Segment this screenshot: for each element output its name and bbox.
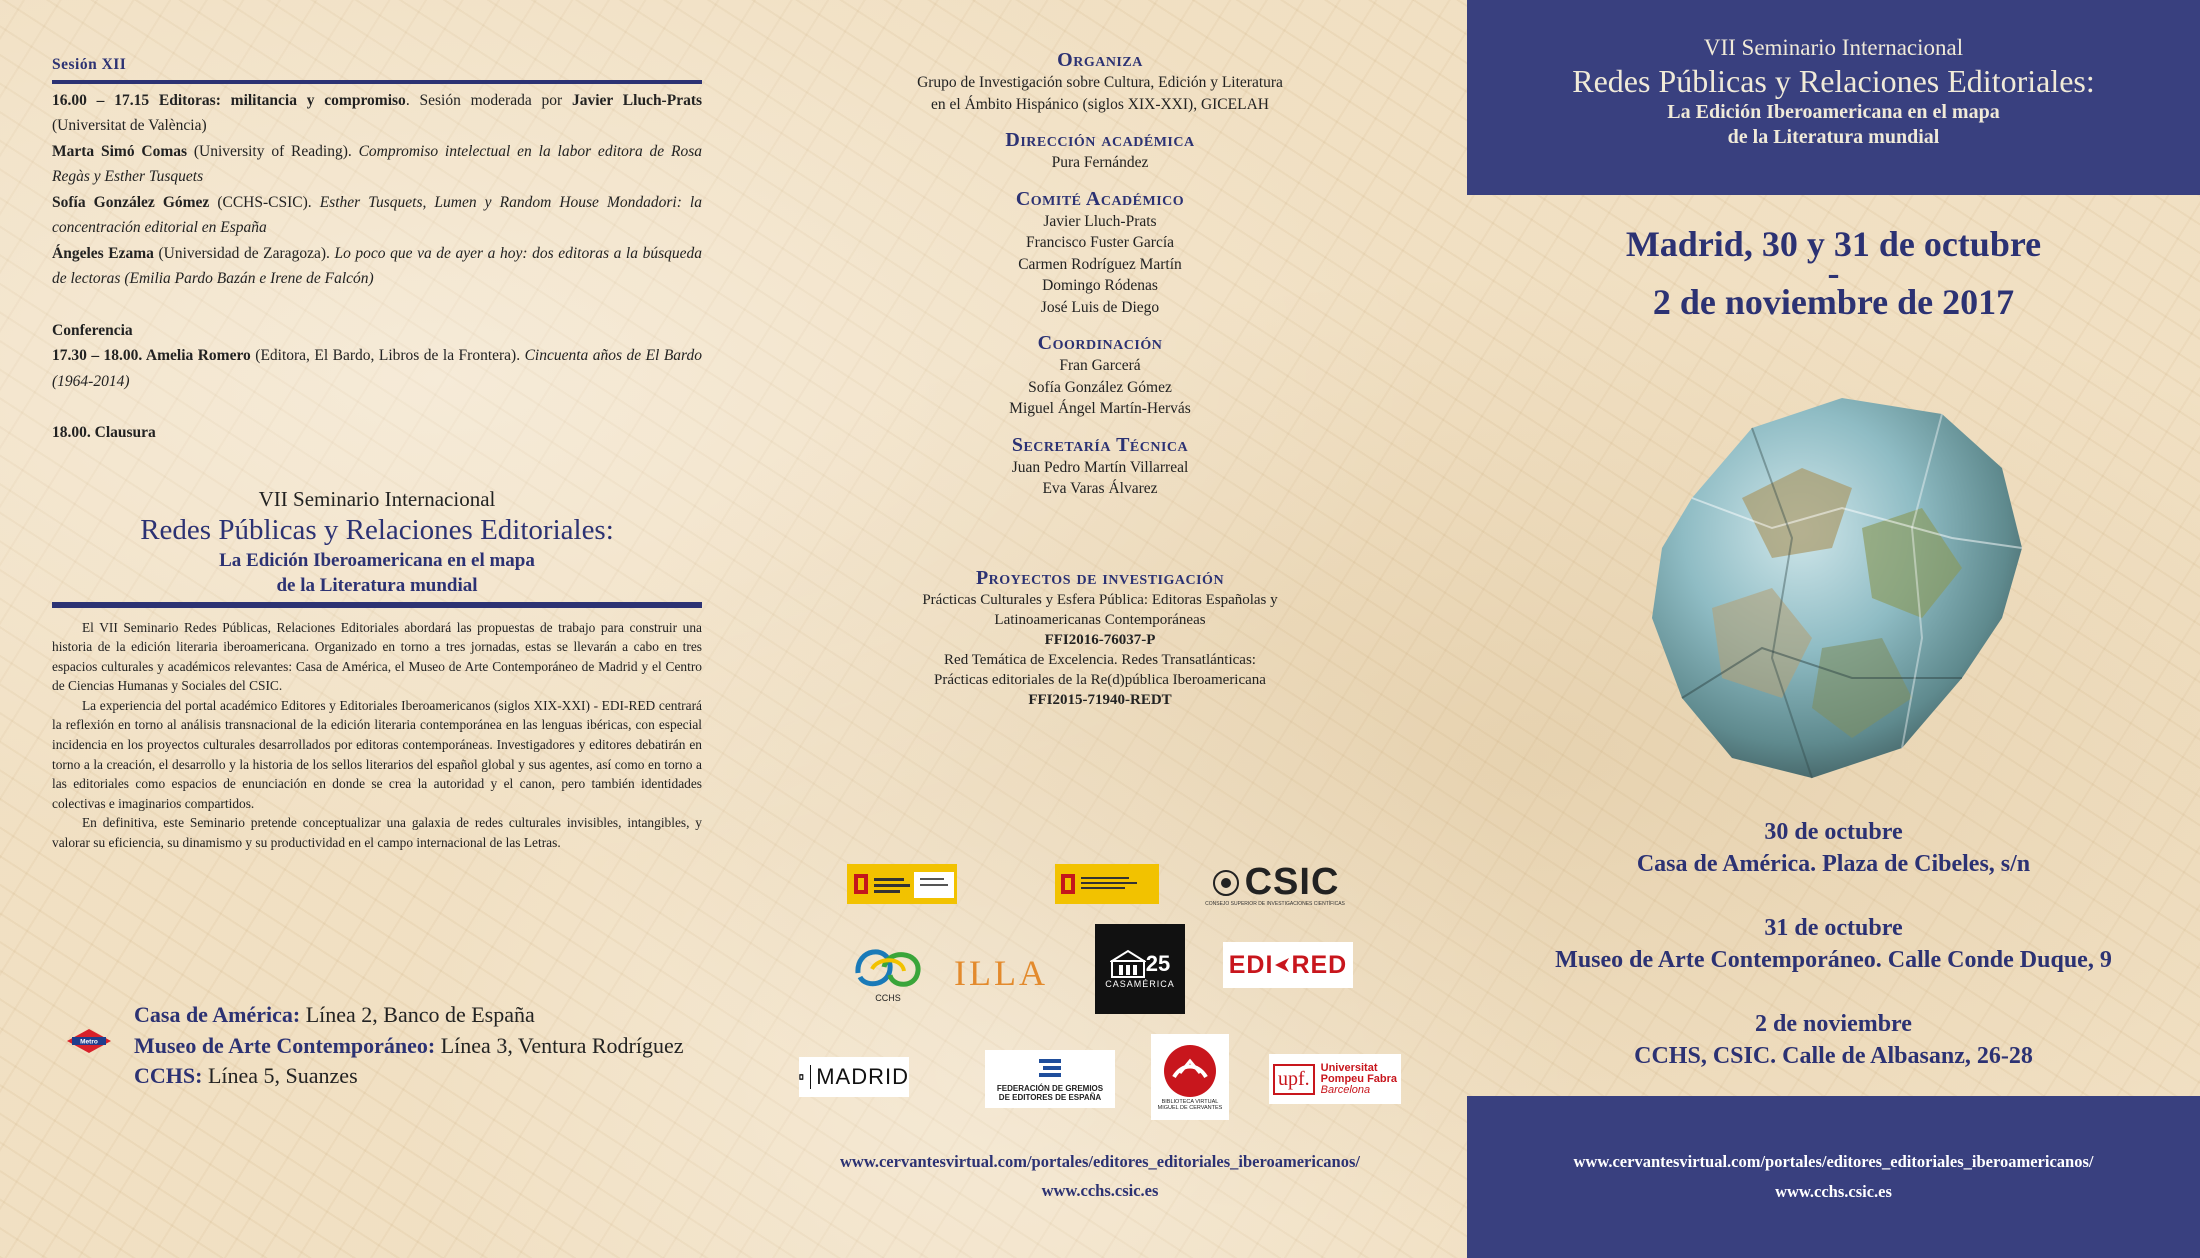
casa-america-logo: 25 CASAMÉRICA — [1095, 924, 1185, 1014]
casa-america-building-icon — [1110, 949, 1146, 979]
metro-line-casa-america: Casa de América: Línea 2, Banco de España — [134, 1002, 535, 1027]
csic-emblem-icon — [1211, 866, 1241, 900]
organiza-title: Organiza — [1057, 49, 1143, 71]
middle-url-cervantes[interactable]: www.cervantesvirtual.com/portales/editores_editoriales_iberoamericanos/ — [840, 1152, 1360, 1171]
venue-list — [1467, 816, 2200, 1104]
spain-shield-icon — [850, 868, 954, 900]
federacion-stripes-icon — [1035, 1056, 1065, 1084]
speaker-3: Ángeles Ezama (Universidad de Zaragoza). Lo poco que va de ayer a hoy: dos editoras a la búsqueda de lectoras (Emilia Pardo Bazán e Irene de Falcón) — [52, 244, 702, 287]
right-url-cchs[interactable]: www.cchs.csic.es — [1775, 1182, 1892, 1201]
conference-entry: 17.30 – 18.00. Amelia Romero (Editora, El Bardo, Libros de la Frontera). Cincuenta años de El Bardo (1964-2014) — [52, 347, 702, 390]
middle-url-cchs[interactable]: www.cchs.csic.es — [1041, 1181, 1159, 1200]
csic-logo: CSIC CONSEJO SUPERIOR DE INVESTIGACIONES CIENTÍFICAS — [1205, 861, 1345, 907]
coordinacion-title: Coordinación — [1037, 332, 1163, 354]
conference-heading: Conferencia — [52, 321, 133, 339]
crumpled-map-globe-icon — [1622, 378, 2042, 798]
proyecto1-code: FFI2016-76037-P — [1044, 631, 1156, 648]
madrid-logo: MADRID — [799, 1057, 909, 1097]
svg-text:Metro: Metro — [80, 1038, 98, 1046]
upf-logo: upf. Universitat Pompeu Fabra Barcelona — [1269, 1054, 1401, 1104]
session-heading: Sesión XII — [52, 52, 702, 84]
proyectos-title: Proyectos de investigación — [975, 566, 1225, 589]
session-intro: 16.00 – 17.15 Editoras: militancia y compromiso. Sesión moderada por Javier Lluch-Prats (Universitat de València) — [52, 91, 703, 134]
direccion-title: Dirección académica — [1005, 129, 1195, 151]
edired-logo: EDI RED — [1223, 942, 1353, 988]
venue-2: 31 de octubre Museo de Arte Contemporáneo. Calle Conde Duque, 9 — [1555, 915, 2112, 973]
title-rule — [52, 602, 702, 608]
ministerio-logo — [1055, 864, 1159, 904]
closing: 18.00. Clausura — [52, 424, 156, 441]
seminar-description: El VII Seminario Redes Públicas, Relaciones Editoriales abordará las propuestas de trabajo para construir una historia de la edición literaria iberoamericana. Organizado en torno a tres jornadas, estas se llevarán a cabo en tres espacios culturales y académicos relevantes: Casa de América, el Museo de Arte Contemporáneo de Madrid y el Centro de Ciencias Humanas y Sociales del CSIC. La experiencia del portal académico Editores y Editoriales Iberoamericanos (siglos XIX-XXI) - EDI-RED centrará la reflexión en torno al análisis transnacional de la edición literaria contemporánea en las lenguas ibéricas, con especial incidencia en los proyectos culturales desarrollados por editoras contemporáneas. Investigadores y editores debatirán en torno a la creación, el desarrollo y la historia de los sellos literarios del español global y sus agentes, así como en torno a las editoriales como espacios de enunciación en donde se crea la autoridad y el canon, pero también identidades colectivas e imaginarios compartidos. En definitiva, este Seminario pretende conceptualizar una galaxia de redes culturales invisibles, intangibles, y valorar su eficiencia, su dinamismo y su productividad en el campo internacional de las Letras. — [52, 619, 702, 851]
right-panel — [1467, 0, 2200, 1258]
metro-line-museo: Museo de Arte Contemporáneo: Línea 3, Ventura Rodríguez — [134, 1032, 684, 1058]
speaker-1: Marta Simó Comas (University of Reading). Compromiso intelectual en la labor editora de Rosa Regàs y Esther Tusquets — [52, 142, 702, 185]
right-url-cervantes[interactable]: www.cervantesvirtual.com/portales/editores_editoriales_iberoamericanos/ — [1573, 1152, 2094, 1171]
gobierno-espana-logo — [847, 864, 957, 904]
secretaria-title: Secretaría Técnica — [1011, 433, 1189, 456]
cchs-logo: CCHS — [845, 940, 931, 1006]
comite-title: Comité Académico — [1015, 187, 1185, 210]
event-dates: Madrid, 30 y 31 de octubre - 2 de noviembre de 2017 — [1625, 224, 2042, 322]
edired-arrow-icon — [1273, 956, 1291, 974]
left-panel — [0, 0, 733, 1258]
cover-bottom-band — [1467, 1096, 2200, 1258]
madrid-bear-icon — [799, 1066, 804, 1088]
venue-1: 30 de octubre Casa de América. Plaza de Cibeles, s/n — [1636, 819, 2031, 877]
federacion-gremios-logo: FEDERACIÓN DE GREMIOS DE EDITORES DE ESPAÑA — [985, 1050, 1115, 1108]
left-seminar-title: VII Seminario Internacional Redes Públicas y Relaciones Editoriales: La Edición Iberoamericana en el mapa de la Literatura mundial — [140, 486, 614, 596]
venue-3: 2 de noviembre CCHS, CSIC. Calle de Albasanz, 26-28 — [1634, 1011, 2033, 1069]
metro-logo-icon — [66, 1028, 112, 1054]
illa-logo: ILLA — [954, 953, 1048, 993]
cervantes-virtual-logo: BIBLIOTECA VIRTUAL MIGUEL DE CERVANTES — [1151, 1034, 1229, 1120]
speaker-2: Sofía González Gómez (CCHS-CSIC). Esther Tusquets, Lumen y Random House Mondadori: la concentración editorial en España — [52, 193, 702, 236]
ministry-shield-icon — [1057, 868, 1157, 900]
cover-title-band: VII Seminario Internacional Redes Públicas y Relaciones Editoriales: La Edición Iberoamericana en el mapa de la Literatura mundial — [1467, 0, 2200, 195]
proyecto2-code: FFI2015-71940-REDT — [1028, 691, 1172, 708]
middle-panel: Organiza Grupo de Investigación sobre Cultura, Edición y Literatura en el Ámbito Hispánico (siglos XIX-XXI), GICELAH Dirección académica Pura Fernández Comité Académico Javier Lluch-Prats Francisco Fuster García Carmen Rodríguez Martín Domingo Ródenas José Luis de Diego Coordinación Fran Garcerá Sofía González Gómez Miguel Ángel Martín-Hervás Secretaría Técnica Juan Pedro Martín Villarreal Eva Varas Álvarez Proyectos de investigación Prácticas Culturales y Esfera Pública: Editoras Españolas y Latinoamericanas Contemporáneas FFI2016-76037-P Red Temática de Excelencia. Redes Transatlánticas: Prácticas editoriales de la Re(d)pública Iberoamericana FFI2015-71940-REDT CSIC CONSEJO SUPERIOR DE INVESTIGACIONES CIENTÍFICAS CCHS ILLA 25 CASAMÉRICA EDI RED MADRID FEDERACIÓN DE GREMIOS DE EDITORES DE ESPAÑA BIBLIOTECA VIRTUAL MIGUEL DE CERVANTES upf. Universitat Pompeu Fabra Barcelona www.cervantesvirtual.com/portales/editores_editoriales_iberoamericanos/ www.cchs.csic.es — [733, 0, 1467, 1258]
metro-line-cchs: CCHS: Línea 5, Suanzes — [134, 1063, 358, 1088]
cchs-swirl-icon — [848, 943, 928, 993]
cervantes-seal-icon — [1162, 1043, 1218, 1099]
